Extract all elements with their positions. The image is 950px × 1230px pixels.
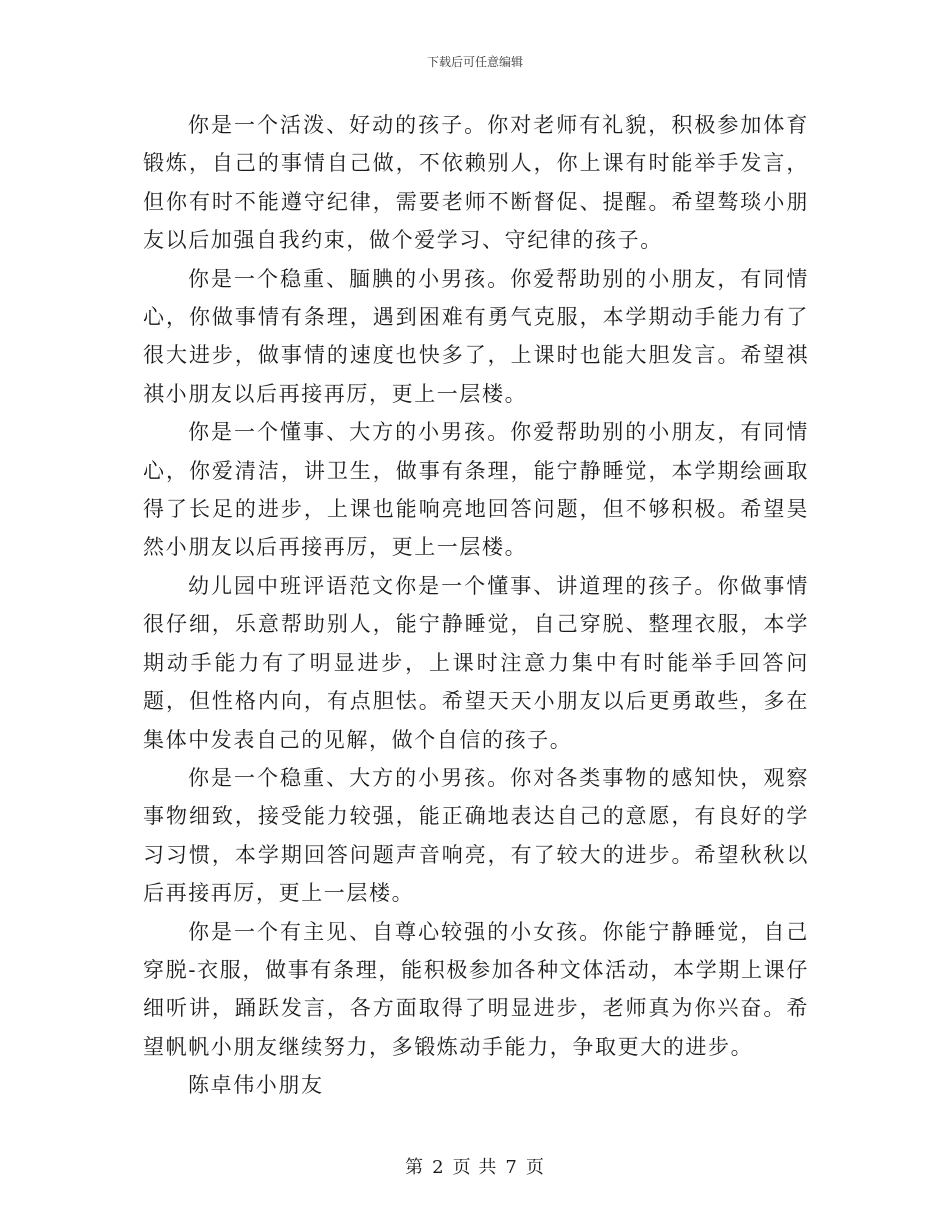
- paragraph-4: 幼儿园中班评语范文你是一个懂事、讲道理的孩子。你做事情很仔细，乐意帮助别人，能宁静睡觉，自己穿脱、整理衣服，本学期动手能力有了明显进步，上课时注意力集中有时能举手回答问题，但性格内向，有点胆怯。希望天天小朋友以后更勇敢些，多在集体中发表自己的见解，做个自信的孩子。: [143, 573, 809, 752]
- page-header-note: 下载后可任意编辑: [426, 55, 523, 69]
- paragraph-7: 陈卓伟小朋友: [188, 1073, 324, 1098]
- footer-mid: 页 共: [452, 1157, 498, 1178]
- footer-suffix: 页: [525, 1157, 545, 1178]
- footer-page-number: 2: [432, 1157, 445, 1178]
- footer-total-pages: 7: [505, 1157, 518, 1178]
- page-footer: [0, 1153, 950, 1179]
- document-body: [143, 106, 809, 1105]
- paragraph-3: 你是一个懂事、大方的小男孩。你爱帮助别的小朋友，有同情心，你爱清洁，讲卫生，做事有条理，能宁静睡觉，本学期绘画取得了长足的进步，上课也能响亮地回答问题，但不够积极。希望昊然小朋友以后再接再厉，更上一层楼。: [143, 420, 809, 560]
- paragraph-1: 你是一个活泼、好动的孩子。你对老师有礼貌，积极参加体育锻炼，自己的事情自己做，不依赖别人，你上课有时能举手发言，但你有时不能遵守纪律，需要老师不断督促、提醒。希望骜琰小朋友以后加强自我约束，做个爱学习、守纪律的孩子。: [143, 113, 809, 253]
- footer-prefix: 第: [405, 1157, 425, 1178]
- paragraph-6: 你是一个有主见、自尊心较强的小女孩。你能宁静睡觉，自己穿脱-衣服，做事有条理，能积极参加各种文体活动，本学期上课仔细听讲，踊跃发言，各方面取得了明显进步，老师真为你兴奋。希望帆帆小朋友继续努力，多锻炼动手能力，争取更大的进步。: [143, 919, 809, 1059]
- paragraph-5: 你是一个稳重、大方的小男孩。你对各类事物的感知快，观察事物细致，接受能力较强，能正确地表达自己的意愿，有良好的学习习惯，本学期回答问题声音响亮，有了较大的进步。希望秋秋以后再接再厉，更上一层楼。: [143, 765, 809, 906]
- paragraph-2: 你是一个稳重、腼腆的小男孩。你爱帮助别的小朋友，有同情心，你做事情有条理，遇到困难有勇气克服，本学期动手能力有了很大进步，做事情的速度也快多了，上课时也能大胆发言。希望祺祺小朋友以后再接再厉，更上一层楼。: [143, 266, 809, 406]
